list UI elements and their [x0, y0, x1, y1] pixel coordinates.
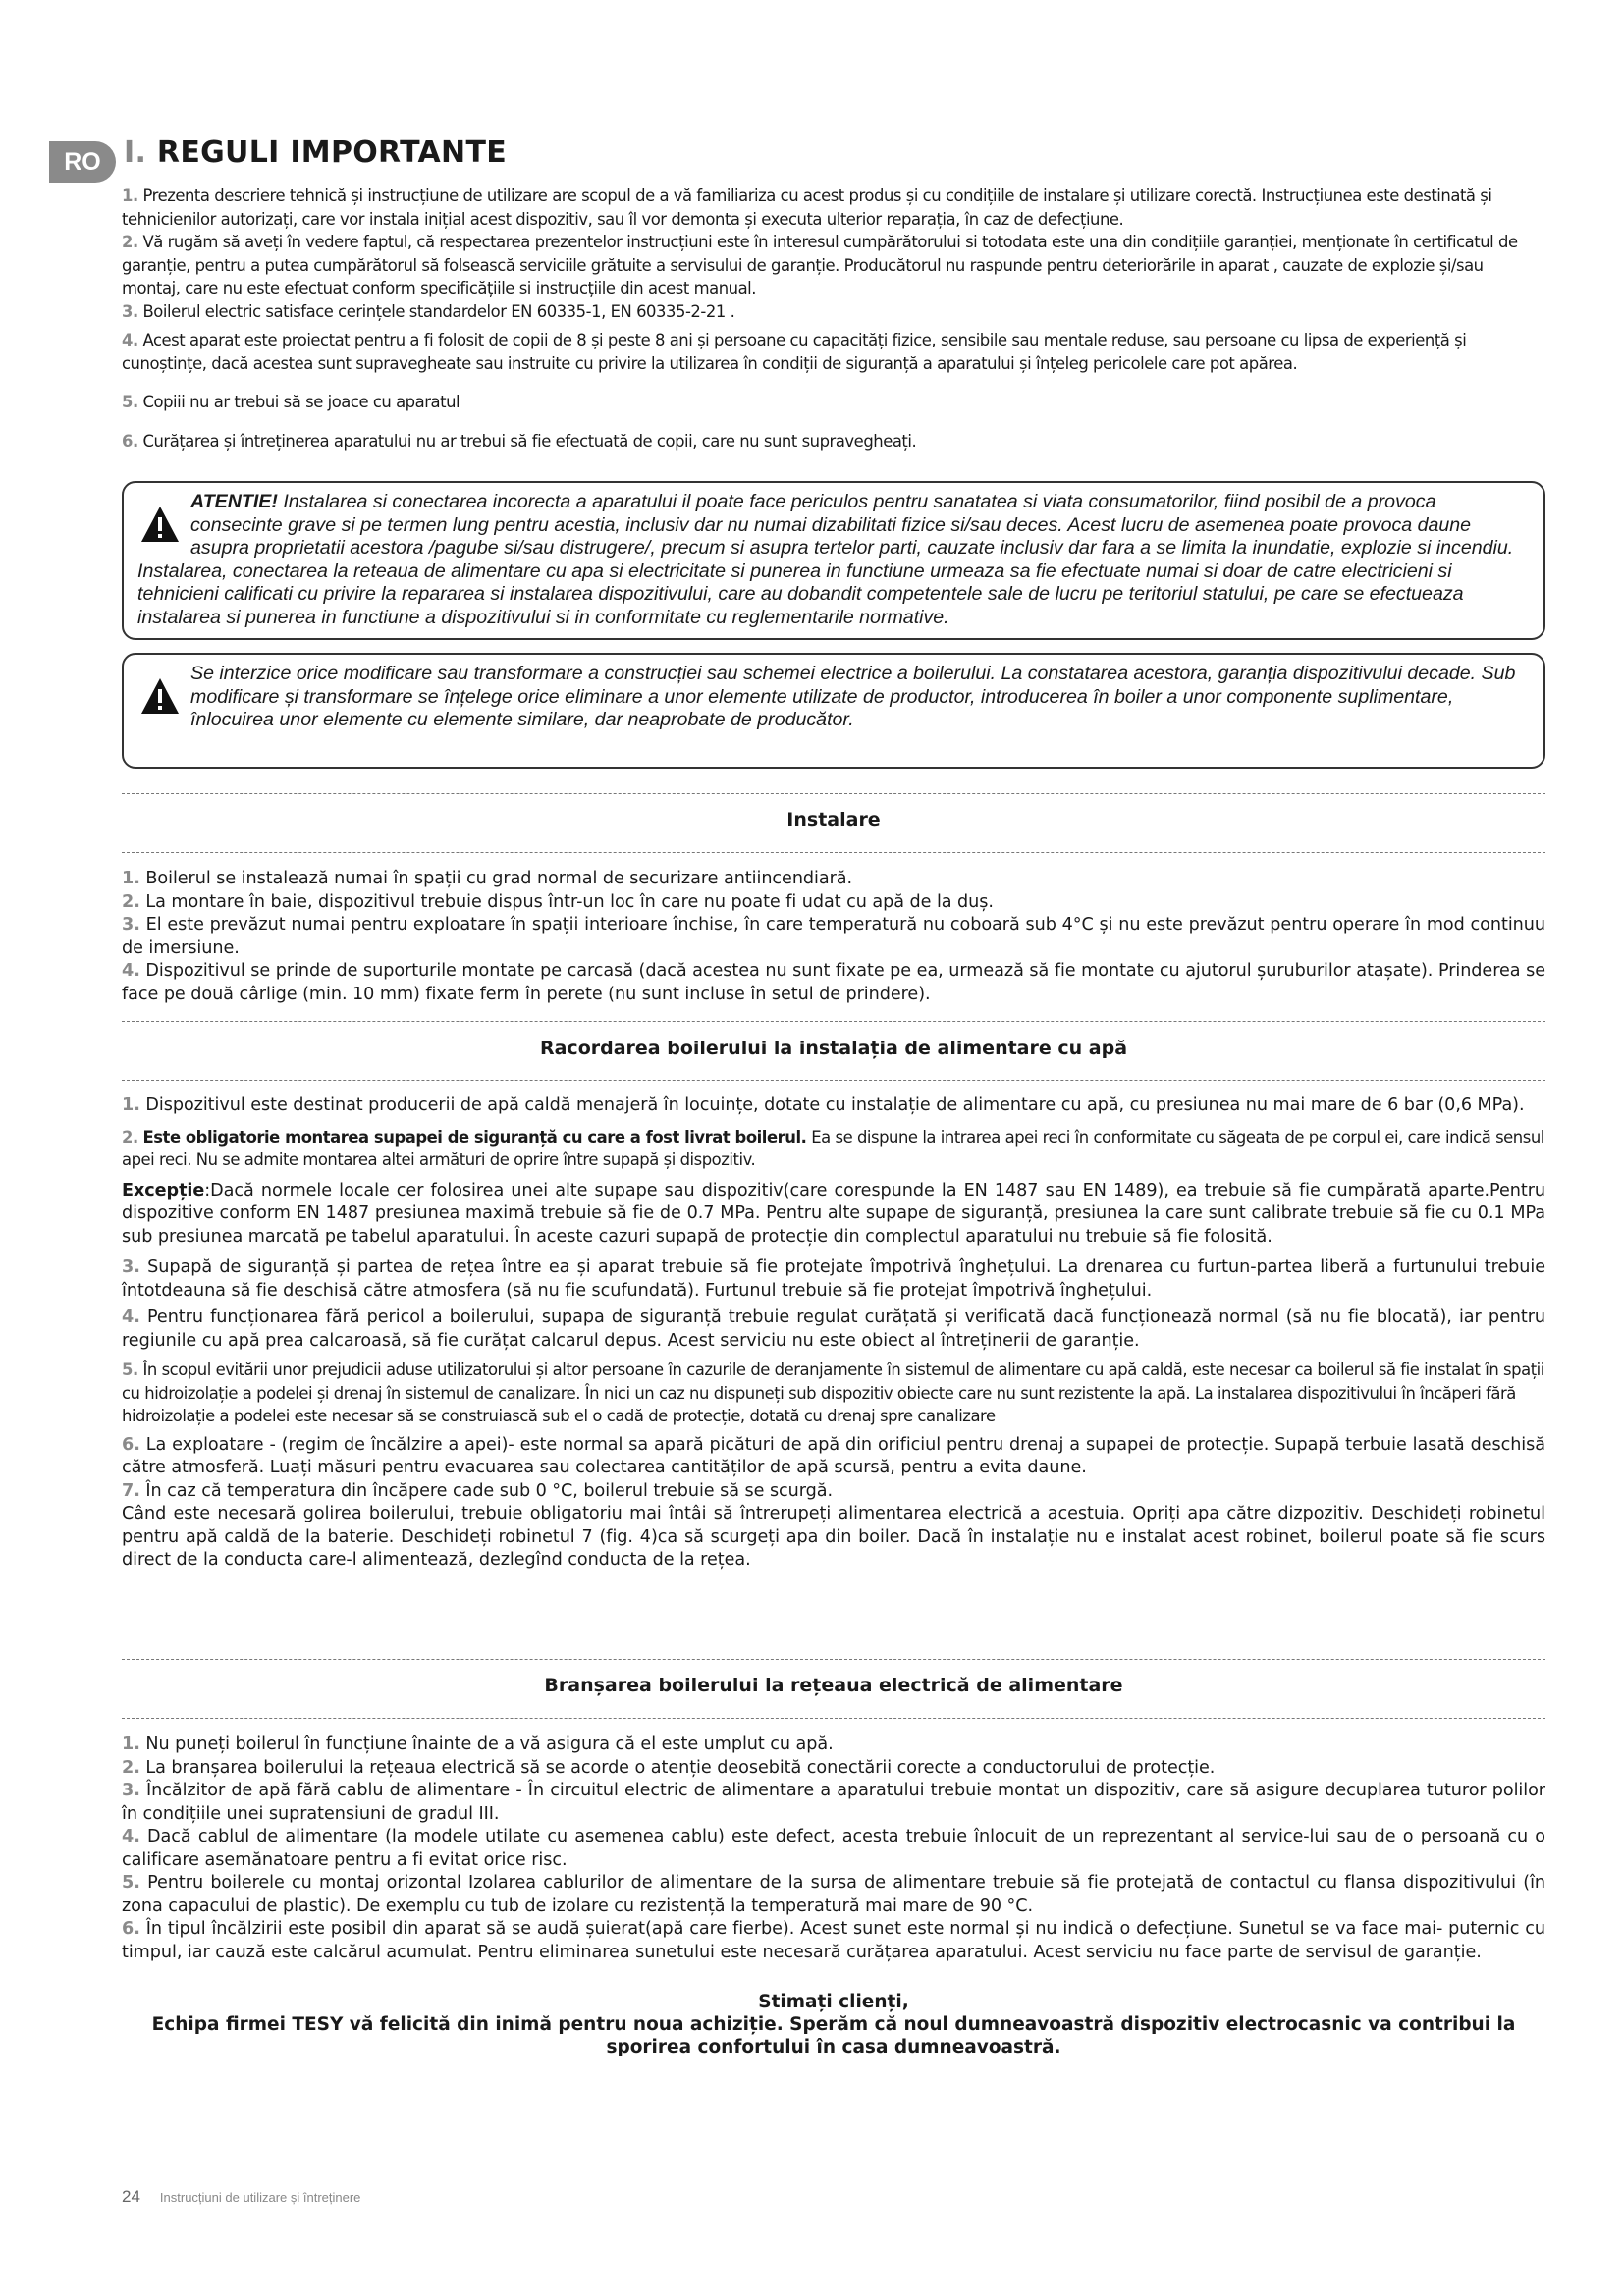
rule-2: 2. Vă rugăm să aveți în vedere faptul, că respectarea prezentelor instrucțiuni este în interesul cumpărătorului si totodata este una din condițiile garanției, menționate în certificatul de garanție, pentru a putea cumpărătorul să folsească serviciile grătuite a servisului de garanție. Producătorul nu raspunde pentru deteriorările in aparat , cauzate de explozie și/sau montaj, care nu este efectuat conform specificățiile si instrucțiile din acest manual. — [122, 233, 1518, 297]
installation-item-3: 3. El este prevăzut numai pentru exploatare în spații interioare închise, în care temperatură nu coboară sub 4°C și nu este prevăzut pentru operare în mod continuu de imersiune. — [122, 915, 1545, 958]
footer-text: Instrucțiuni de utilizare și întreținere — [159, 2190, 361, 2205]
electric-connection-section — [122, 1734, 1545, 1964]
water-exception: Excepție:Dacă normele locale cer folosirea unei alte supape sau dispozitiv(care corespunde la EN 1487 sau EN 1489), ea trebuie să fie cumpărată aparte.Pentru dispozitive conform EN 1487 presiunea maximă trebuie să fie de 0.7 MPa. Pentru alte supape de siguranță, presiunea la care sunt calibrate trebuie să fie cu 0.1 MPa sub presiunea marcată pe tabelul aparatului. În aceste cazuri supapă de protecție din complectul aparatului nu trebuie să fie folosită. — [122, 1180, 1545, 1247]
water-connection-section — [122, 1095, 1545, 1573]
electric-item-1: 1. Nu puneți boilerul în funcțiune înainte de a vă asigura că el este umplut cu apă. — [122, 1735, 834, 1754]
title-number: I. — [124, 135, 147, 170]
attention-warning-box — [122, 481, 1545, 640]
rule-1: 1. Prezenta descriere tehnică și instrucțiune de utilizare are scopul de a vă familiariza cu acest produs și cu condițiile de instalare și utilizare corectă. Instrucțiunea este destinată și tehnicienilor autorizați, care vor instala inițial acest dispozitiv, sau îl vor demonta și executa ulterior reparația, în caz de defecțiune. — [122, 187, 1492, 229]
installation-item-4: 4. Dispozitivul se prinde de suporturile montate pe carcasă (dacă acestea nu sunt fixate pe ea, urmează să fie montate cu ajutorul șuruburilor atașate). Prinderea se face pe două cârlige (min. 10 mm) fixate ferm în perete (nu sunt incluse în setul de prindere). — [122, 961, 1545, 1004]
attention-text: Instalarea si conectarea incorecta a aparatului il poate face periculos pentru sanatatea si viata consumatorilor, fiind posibil de a provoca consecinte grave si pe termen lung pentru acestia, inclusiv dar nu numai dizabilitati fizice si/sau deces. Acest lucru de asemenea poate provoca daune asupra proprietatii acestora /pagube si/sau distrugere/, precum si asupra tertelor parti, cauzate inclusiv dar fara a se limita la inundatie, explozie si incendiu. Instalarea, conectarea la reteaua de alimentare cu apa si electricitate si punerea in functiune urmeaza sa fie efectuate numai si doar de catre electricieni si tehnicieni calificati cu privire la repararea si instalarea dispozitivului, care au dobandit competentele sale de lucru pe teritoriul statului, pe care se efectueaza instalarea si punerea in functiune a dispozitivului si in conformitate cu reglementarile normative. — [137, 491, 1514, 628]
installation-title: Instalare — [786, 809, 881, 830]
closing-text: Echipa firmei TESY vă felicită din inimă pentru noua achiziție. Sperăm că noul dumneavoastră dispozitiv electrocasnic va contribui la sporirea confortului în casa dumneavoastră. — [151, 2014, 1516, 2057]
electric-item-4: 4. Dacă cablul de alimentare (la modele utilate cu asemenea cablu) este defect, acesta trebuie înlocuit de un reprezentant al service-lui sau de o persoană cu o calificare asemănatoare pentru a fi evitat orice risc. — [122, 1827, 1545, 1870]
attention-label: ATENTIE! — [190, 491, 278, 512]
electric-item-2: 2. La branșarea boilerului la rețeaua electrică să se acorde o atenție deosebită conectării corecte a conductorului de protecție. — [122, 1757, 1216, 1778]
electric-item-3: 3. Încălzitor de apă fără cablu de alimentare - În circuitul electric de alimentare a aparatului trebuie montat un dispozitiv, care să asigure decuplarea tuturor polilor în condițiile unei supratensiuni de gradul III. — [122, 1781, 1545, 1824]
language-badge: RO — [49, 141, 116, 183]
divider — [122, 793, 1545, 794]
modification-warning-box — [122, 653, 1545, 769]
water-item-5: 5. În scopul evitării unor prejudicii aduse utilizatorului și altor persoane în cazurile de deranjamente în sistemul de alimentare cu apă caldă, este necesar ca boilerul să fie instalat în spații cu hidroizolație a podelei și drenaj în sistemul de canalizare. În nici un caz nu dispuneți sub dispozitiv obiecte care nu sunt rezistente la apă. La instalarea dispozitivului în încăperi fără hidroizolație a podelei este necesar să se construiască sub el o cadă de protecție, dotată cu drenaj spre canalizare — [122, 1361, 1544, 1425]
water-item-2: 2. Este obligatorie montarea supapei de siguranță cu care a fost livrat boilerul. Ea se dispune la intrarea apei reci în conformitate cu săgeata de pe corpul ei, care indică sensul apei reci. Nu se admite montarea altei armături de oprire între supapă și dispozitiv. — [122, 1127, 1544, 1169]
electric-item-5: 5. Pentru boilerele cu montaj orizontal Izolarea cablurilor de alimentare de la sursa de alimentare trebuie să fie protejată de contactul cu flansa dispozitivului (în zona capacului de plastic). De exemplu cu tub de izolare cu rezistență la temperatură mai mare de 90 °C. — [122, 1873, 1546, 1916]
rule-6: 6. Curățarea și întreținerea aparatului nu ar trebui să fie efectuată de copii, care nu sunt supravegheați. — [122, 431, 917, 451]
divider — [122, 1080, 1545, 1081]
divider — [122, 852, 1545, 853]
page-title — [124, 135, 507, 170]
divider — [122, 1021, 1545, 1022]
divider — [122, 1718, 1545, 1719]
electric-connection-title: Branșarea boilerului la rețeaua electrică de alimentare — [544, 1675, 1123, 1696]
warning-icon — [139, 676, 181, 716]
water-connection-title: Racordarea boilerului la instalația de alimentare cu apă — [539, 1038, 1128, 1059]
water-drain-instructions: Când este necesară golirea boilerului, trebuie obligatoriu mai întâi să întrerupeți alimentarea electrică a acestuia. Opriți apa către dizpozitiv. Deschideți robinetul pentru apă caldă de la baterie. Deschideți robinetul 7 (fig. 4)ca să scurgeți apa din boiler. Dacă în instalație nu e instalat acest robinet, boilerul poate să fie scurs direct de la conducta care-l alimentează, dezlegînd conducta de la rețea. — [122, 1504, 1545, 1570]
rule-4: 4. Acest aparat este proiectat pentru a fi folosit de copii de 8 și peste 8 ani și persoane cu capacități fizice, sensibile sau mentale reduse, sau persoane cu lipsa de experiență și cunoștințe, dacă acestea sunt supravegheate sau instruite cu privire la utilizarea în condiții de siguranță a aparatului și înțeleg pericolele care pot apărea. — [122, 331, 1467, 373]
title-text: REGULI IMPORTANTE — [156, 135, 507, 170]
electric-item-6: 6. În tipul încălzirii este posibil din aparat să se audă șuierat(apă care fierbe). Acest sunet este normal și nu indică o defecțiune. Sunetul se va face mai- puternic cu timpul, iar cauză este calcărul acumulat. Pentru eliminarea sunetului este necesară curățarea aparatului. Acest serviciu nu face parte de servisul de garanție. — [122, 1919, 1545, 1962]
installation-item-2: 2. La montare în baie, dispozitivul trebuie dispus într-un loc în care nu poate fi udat cu apă de la duș. — [122, 891, 994, 912]
rule-3: 3. Boilerul electric satisface cerințele standardelor EN 60335-1, EN 60335-2-21 . — [122, 301, 735, 321]
page-number: 24 — [122, 2187, 140, 2206]
rule-5: 5. Copiii nu ar trebui să se joace cu aparatul — [122, 393, 460, 411]
water-item-7: 7. În caz că temperatura din încăpere cade sub 0 °C, boilerul trebuie să se scurgă. — [122, 1480, 834, 1501]
installation-section — [122, 868, 1545, 1006]
page-footer — [122, 2187, 360, 2207]
rules-section — [122, 185, 1545, 453]
closing-greeting: Stimați clienți, — [758, 1992, 909, 2012]
water-item-6: 6. La exploatare - (regim de încălzire a apei)- este normal sa apară picături de apă din orificiul pentru drenaj a supapei de protecție. Supapă terbuie lasată deschisă către atmosferă. Luați măsuri pentru evacuarea sau colectarea cantităților de apă scursă, pentru a evita daune. — [122, 1434, 1545, 1477]
water-item-1: 1. Dispozitivul este destinat producerii de apă caldă menajeră în locuințe, dotate cu instalație de alimentare cu apă, cu presiunea nu mai mare de 6 bar (0,6 MPa). — [122, 1095, 1525, 1115]
warning-icon — [139, 505, 181, 544]
modification-text: Se interzice orice modificare sau transformare a construcției sau schemei electrice a boilerului. La constatarea acestora, garanția dispozitivului decade. Sub modificare și transformare se înțelege orice eliminare a unor elemente utilizate de productor, introducerea în boiler a unor componente suplimentare, înlocuirea unor elemente cu elemente similare, dar neaprobate de producător. — [190, 663, 1516, 730]
installation-item-1: 1. Boilerul se instalează numai în spații cu grad normal de securizare antiincendiară. — [122, 869, 853, 888]
water-item-3: 3. Supapă de siguranță și partea de rețea între ea și aparat trebuie să fie protejate împotrivă înghețului. La drenarea cu furtun-partea liberă a furtunului trebuie întotdeauna să fie deschisă către atmosfera (să nu fie scufundată). Furtunul trebuie să fie protejat împotrivă înghețului. — [122, 1257, 1545, 1301]
divider — [122, 1659, 1545, 1660]
closing-message — [122, 1991, 1545, 2058]
water-item-4: 4. Pentru funcționarea fără pericol a boilerului, supapa de siguranță trebuie regulat curățată și verificată dacă funcționează normal (să nu fie blocată), iar pentru regiunile cu apă prea calcaroasă, să fie curățat calcarul depus. Acest serviciu nu este obiect al întreținerii de garanție. — [122, 1308, 1545, 1351]
